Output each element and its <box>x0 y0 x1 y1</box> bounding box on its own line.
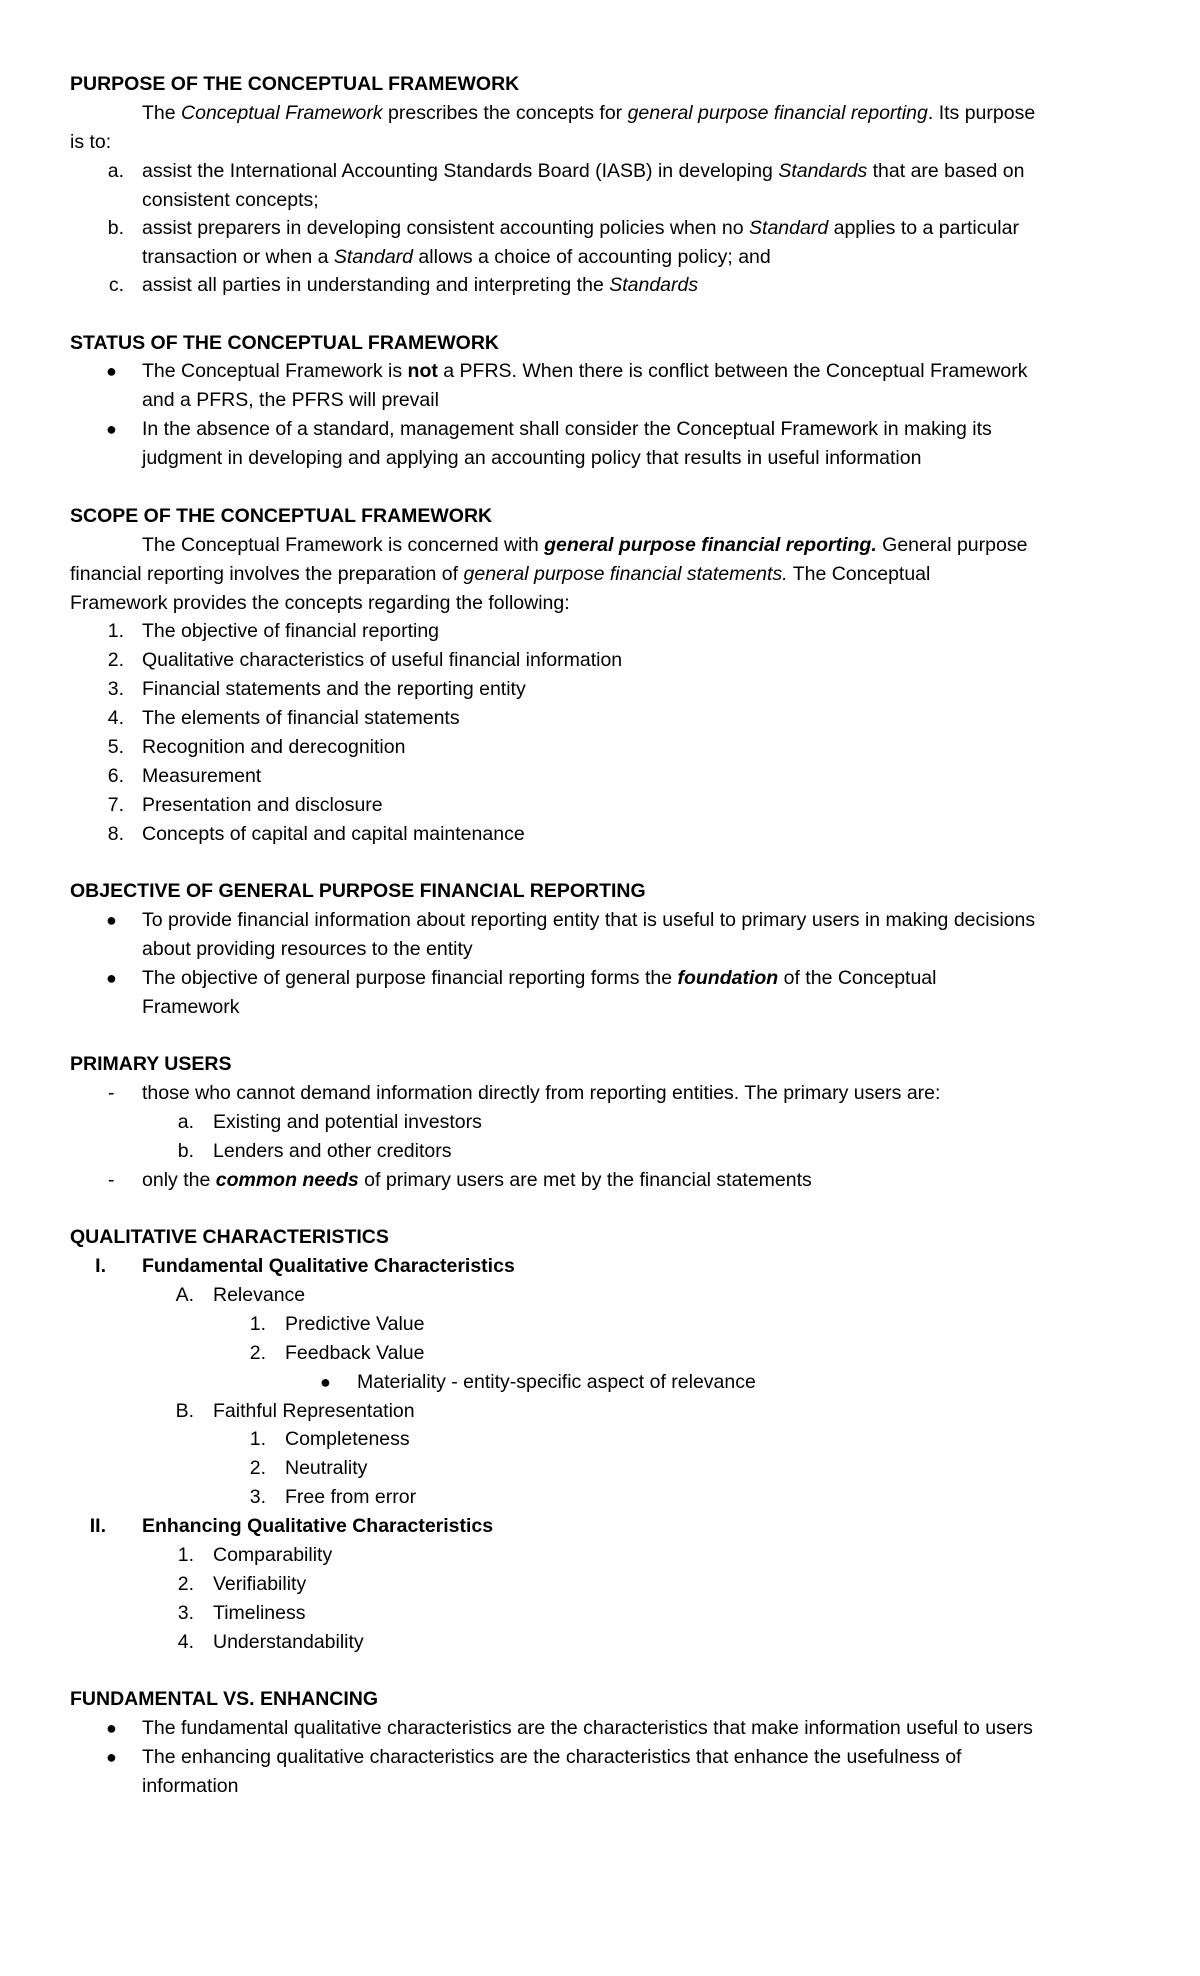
list-item: The elements of financial statements <box>142 707 460 729</box>
fve-bullet1: The fundamental qualitative characteristics are the characteristics that make information useful to users <box>142 1717 1033 1739</box>
text-run: The Conceptual Framework is concerned with <box>142 534 545 556</box>
bullet-icon: ● <box>320 1372 331 1392</box>
list-item: Lenders and other creditors <box>213 1140 452 1162</box>
text-run-italic: general purpose financial statements. <box>463 563 788 585</box>
users-heading: PRIMARY USERS <box>70 1053 232 1075</box>
list-number: 2. <box>177 1573 194 1595</box>
list-item: Recognition and derecognition <box>142 736 406 758</box>
text-run: assist the International Accounting Standards Board (IASB) in developing <box>142 160 779 182</box>
faithful-label: Faithful Representation <box>213 1400 415 1422</box>
bullet-icon: ● <box>106 910 117 930</box>
dash-marker: - <box>108 1169 115 1191</box>
list-number: 6. <box>107 765 124 787</box>
relevance-label: Relevance <box>213 1284 306 1306</box>
list-number: 1. <box>107 620 124 642</box>
list-item: Free from error <box>285 1486 417 1508</box>
text-run: transaction or when a <box>142 246 334 268</box>
list-item: Financial statements and the reporting entity <box>142 678 526 700</box>
list-marker: b. <box>177 1140 194 1162</box>
roman-marker: II. <box>89 1515 106 1537</box>
text-run-bold-italic: common needs <box>215 1169 359 1191</box>
list-item: Comparability <box>213 1544 333 1566</box>
list-number: 2. <box>249 1342 266 1364</box>
list-number: 1. <box>249 1313 266 1335</box>
text-run: a PFRS. When there is conflict between the Conceptual Framework <box>437 360 1028 382</box>
list-item: Understandability <box>213 1631 364 1653</box>
objective-bullet2-line1 <box>142 964 936 993</box>
text-run: that are based on <box>867 160 1025 182</box>
scope-heading: SCOPE OF THE CONCEPTUAL FRAMEWORK <box>70 505 493 527</box>
purpose-intro-line2: is to: <box>70 131 112 153</box>
purpose-heading: PURPOSE OF THE CONCEPTUAL FRAMEWORK <box>70 73 520 95</box>
status-bullet2-line2: judgment in developing and applying an accounting policy that results in useful information <box>142 447 922 469</box>
bullet-icon: ● <box>106 361 117 381</box>
text-run-italic: Standard <box>749 217 829 239</box>
text-run: The Conceptual Framework is <box>142 360 408 382</box>
list-item: Neutrality <box>285 1457 368 1479</box>
text-run: assist all parties in understanding and interpreting the <box>142 274 610 296</box>
text-run: The objective of general purpose financial reporting forms the <box>142 967 678 989</box>
objective-bullet1-line1: To provide financial information about reporting entity that is useful to primary users in making decisions <box>142 909 1036 931</box>
purpose-item-c <box>142 271 698 300</box>
list-item: Feedback Value <box>285 1342 425 1364</box>
status-heading: STATUS OF THE CONCEPTUAL FRAMEWORK <box>70 332 499 354</box>
text-run-italic: Standards <box>609 274 699 296</box>
purpose-item-b-line1 <box>142 214 1019 243</box>
dash-marker: - <box>108 1082 115 1104</box>
fve-heading: FUNDAMENTAL VS. ENHANCING <box>70 1688 379 1710</box>
bullet-icon: ● <box>106 1718 117 1738</box>
text-run: The <box>142 102 182 124</box>
qualitative-heading: QUALITATIVE CHARACTERISTICS <box>70 1226 389 1248</box>
text-run-bold: not <box>407 360 438 382</box>
enhancing-heading: Enhancing Qualitative Characteristics <box>142 1515 494 1537</box>
list-item: Predictive Value <box>285 1313 425 1335</box>
purpose-intro-line1 <box>142 99 1035 128</box>
list-number: 3. <box>177 1602 194 1624</box>
list-number: 7. <box>107 794 124 816</box>
list-item: Existing and potential investors <box>213 1111 482 1133</box>
text-run: The Conceptual <box>787 563 931 585</box>
text-run: of the Conceptual <box>778 967 937 989</box>
text-run: financial reporting involves the preparation of <box>70 563 464 585</box>
list-number: 1. <box>249 1428 266 1450</box>
list-marker: A. <box>175 1284 194 1306</box>
text-run-bold-italic: foundation <box>677 967 779 989</box>
status-bullet1-line2: and a PFRS, the PFRS will prevail <box>142 389 439 411</box>
text-run: only the <box>142 1169 216 1191</box>
list-item: Timeliness <box>213 1602 306 1624</box>
list-marker: a. <box>107 160 124 182</box>
text-run-italic: Standard <box>333 246 414 268</box>
list-number: 2. <box>249 1457 266 1479</box>
bullet-icon: ● <box>106 968 117 988</box>
list-number: 3. <box>107 678 124 700</box>
list-number: 2. <box>107 649 124 671</box>
materiality-item: Materiality - entity-specific aspect of relevance <box>357 1371 756 1393</box>
list-marker: B. <box>175 1400 194 1422</box>
list-item: Completeness <box>285 1428 410 1450</box>
text-run: assist preparers in developing consistent accounting policies when no <box>142 217 750 239</box>
bullet-icon: ● <box>106 419 117 439</box>
list-item: Measurement <box>142 765 262 787</box>
scope-para-line1 <box>142 531 1027 560</box>
list-item: Qualitative characteristics of useful financial information <box>142 649 623 671</box>
list-item: Presentation and disclosure <box>142 794 383 816</box>
purpose-item-a-line2: consistent concepts; <box>142 189 319 211</box>
list-number: 4. <box>177 1631 194 1653</box>
roman-marker: I. <box>95 1255 106 1277</box>
list-number: 3. <box>249 1486 266 1508</box>
list-item: The objective of financial reporting <box>142 620 440 642</box>
scope-para-line2 <box>70 560 930 589</box>
users-dash1: those who cannot demand information directly from reporting entities. The primary users are: <box>142 1082 941 1104</box>
list-number: 5. <box>107 736 124 758</box>
purpose-item-b-line2 <box>142 243 771 272</box>
text-run-italic: Standards <box>778 160 868 182</box>
fve-bullet2-line1: The enhancing qualitative characteristics are the characteristics that enhance the usefulness of <box>142 1746 962 1768</box>
text-run-bold-italic: general purpose financial reporting. <box>544 534 877 556</box>
users-dash2 <box>142 1166 812 1195</box>
list-number: 8. <box>107 823 124 845</box>
objective-bullet2-line2: Framework <box>142 996 240 1018</box>
list-number: 4. <box>107 707 124 729</box>
status-bullet2-line1: In the absence of a standard, management shall consider the Conceptual Framework in making its <box>142 418 992 440</box>
purpose-item-a-line1 <box>142 157 1024 186</box>
list-marker: c. <box>108 274 124 296</box>
scope-para-line3: Framework provides the concepts regarding the following: <box>70 592 570 614</box>
text-run: allows a choice of accounting policy; and <box>413 246 771 268</box>
objective-heading: OBJECTIVE OF GENERAL PURPOSE FINANCIAL REPORTING <box>70 880 646 902</box>
objective-bullet1-line2: about providing resources to the entity <box>142 938 473 960</box>
text-run: General purpose <box>876 534 1028 556</box>
fve-bullet2-line2: information <box>142 1775 239 1797</box>
text-run-italic: Conceptual Framework <box>181 102 383 124</box>
status-bullet1-line1 <box>142 357 1027 386</box>
text-run-italic: general purpose financial reporting <box>627 102 928 124</box>
bullet-icon: ● <box>106 1747 117 1767</box>
text-run: . Its purpose <box>927 102 1036 124</box>
fundamental-heading: Fundamental Qualitative Characteristics <box>142 1255 515 1277</box>
list-marker: b. <box>107 217 124 239</box>
list-item: Concepts of capital and capital maintenance <box>142 823 525 845</box>
list-number: 1. <box>177 1544 194 1566</box>
text-run: prescribes the concepts for <box>382 102 628 124</box>
text-run: applies to a particular <box>828 217 1019 239</box>
list-marker: a. <box>177 1111 194 1133</box>
text-run: of primary users are met by the financial statements <box>358 1169 812 1191</box>
list-item: Verifiability <box>213 1573 307 1595</box>
